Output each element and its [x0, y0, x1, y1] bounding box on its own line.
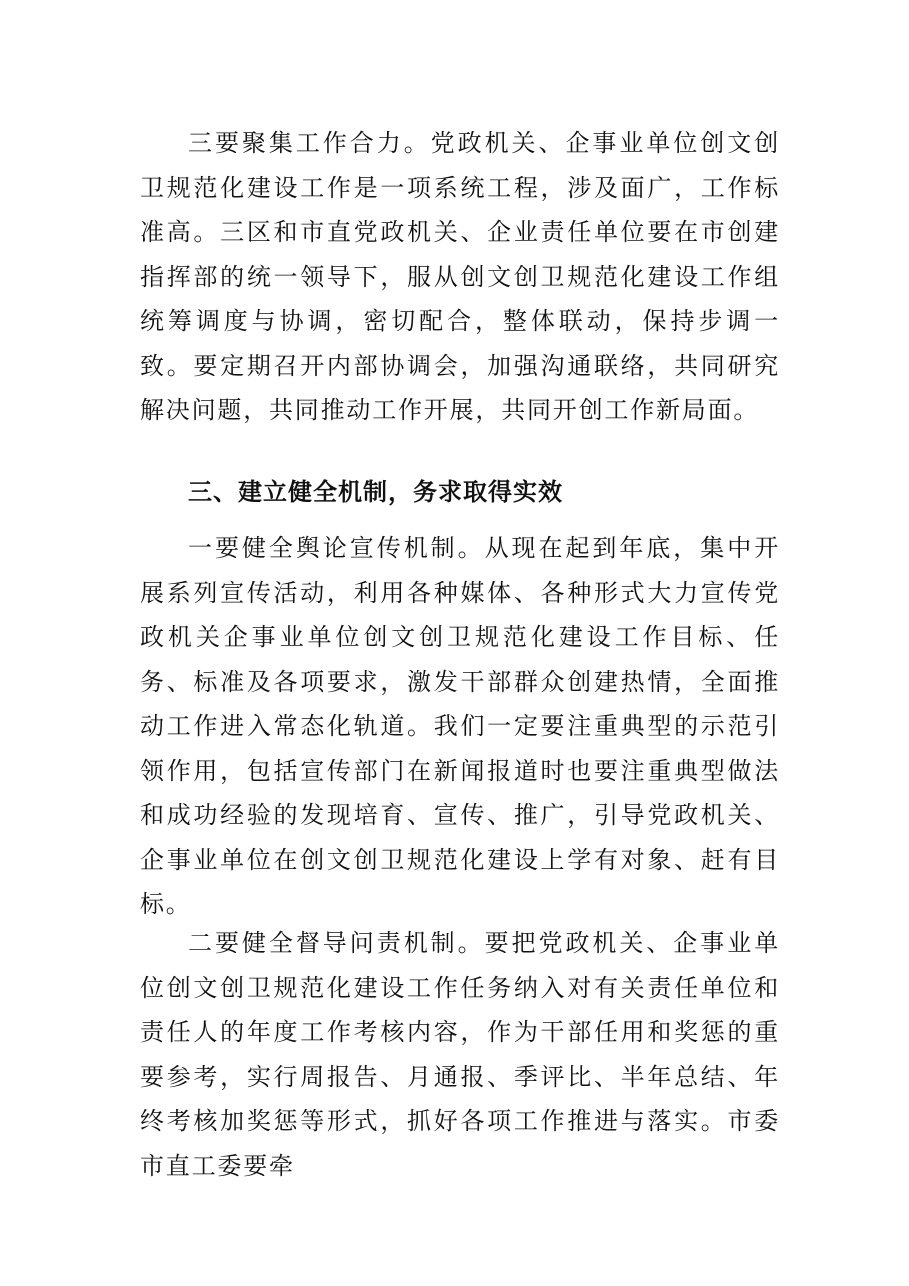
paragraph-supervision-mechanism: 二要健全督导问责机制。要把党政机关、企事业单位创文创卫规范化建设工作任务纳入对有关责任单位和责任人的年度工作考核内容，作为干部任用和奖惩的重要参考，实行周报告、月通报、季评比、半年总结、年终考核加奖惩等形式，抓好各项工作推进与落实。市委市直工委要牵 — [140, 929, 780, 1180]
paragraph-publicity-mechanism: 一要健全舆论宣传机制。从现在起到年底，集中开展系列宣传活动，利用各种媒体、各种形式大力宣传党政机关企事业单位创文创卫规范化建设工作目标、任务、标准及各项要求，激发干部群众创建热情，全面推动工作进入常态化轨道。我们一定要注重典型的示范引领作用，包括宣传部门在新闻报道时也要注重典型做法和成功经验的发现培育、宣传、推广，引导党政机关、企事业单位在创文创卫规范化建设上学有对象、赶有目标。 — [140, 534, 780, 918]
paragraph-work-synergy: 三要聚集工作合力。党政机关、企事业单位创文创卫规范化建设工作是一项系统工程，涉及面广，工作标准高。三区和市直党政机关、企业责任单位要在市创建指挥部的统一领导下，服从创文创卫规范化建设工作组统筹调度与协调，密切配合，整体联动，保持步调一致。要定期召开内部协调会，加强沟通联络，共同研究解决问题，共同推动工作开展，共同开创工作新局面。 — [140, 129, 780, 424]
section-heading-mechanism: 三、建立健全机制，务求取得实效 — [188, 477, 563, 506]
